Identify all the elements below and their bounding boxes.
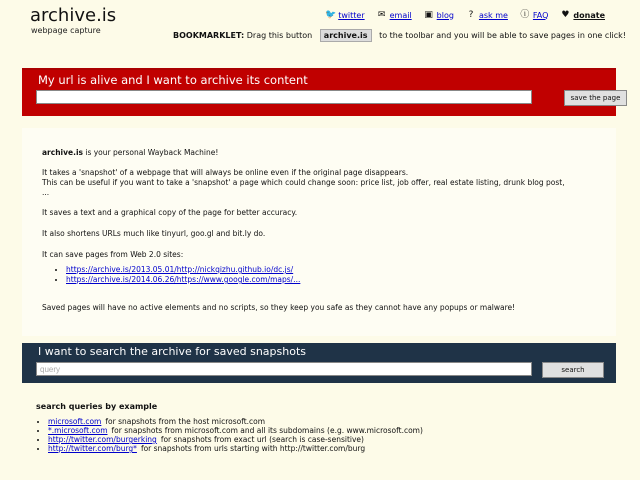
example-link-dcjs[interactable]: https://archive.is/2013.05.01/http://nickqizhu.github.io/dc.js/ bbox=[66, 265, 294, 274]
bookmarklet-bar bbox=[173, 29, 626, 42]
list-item bbox=[66, 265, 300, 275]
web20-links bbox=[66, 265, 300, 285]
question-icon: ? bbox=[468, 10, 474, 20]
top-nav bbox=[325, 10, 605, 20]
snapshot-paragraph-1: It takes a 'snapshot' of a webpage that will always be online even if the original page disappears. bbox=[42, 168, 409, 177]
save-heading: My url is alive and I want to archive its content bbox=[38, 73, 308, 87]
shorten-paragraph: It also shortens URLs much like tinyurl, goo.gl and bit.ly do. bbox=[42, 229, 266, 238]
example-query-desc: for snapshots from microsoft.com and all its subdomains (e.g. www.microsoft.com) bbox=[111, 426, 423, 435]
bookmarklet-text-after: to the toolbar and you will be able to save pages in one click! bbox=[379, 31, 626, 40]
nav-item-donate[interactable] bbox=[560, 10, 605, 20]
example-query-link[interactable]: http://twitter.com/burg* bbox=[48, 444, 137, 453]
list-item bbox=[48, 417, 423, 426]
nav-item-email[interactable] bbox=[377, 10, 412, 20]
bookmarklet-prefix: BOOKMARKLET: bbox=[173, 31, 245, 40]
examples-title: search queries by example bbox=[36, 402, 158, 411]
about-content bbox=[22, 128, 616, 336]
snapshot-paragraph-3: ... bbox=[42, 188, 50, 197]
email-icon: ✉ bbox=[377, 10, 386, 20]
web20-paragraph: It can save pages from Web 2.0 sites: bbox=[42, 250, 184, 259]
intro-text: is your personal Wayback Machine! bbox=[82, 148, 219, 157]
example-query-desc: for snapshots from exact url (search is case-sensitive) bbox=[160, 435, 364, 444]
info-icon: ⓘ bbox=[520, 10, 530, 20]
example-query-link[interactable]: http://twitter.com/burgerking bbox=[48, 435, 157, 444]
nav-item-twitter[interactable] bbox=[325, 10, 364, 20]
nav-link-donate[interactable]: donate bbox=[573, 10, 605, 20]
example-query-link[interactable]: *.microsoft.com bbox=[48, 426, 108, 435]
nav-link-ask-me[interactable]: ask me bbox=[478, 10, 508, 20]
site-subtitle: webpage capture bbox=[31, 26, 101, 35]
search-button[interactable]: search bbox=[542, 362, 604, 378]
intro-paragraph bbox=[42, 148, 602, 158]
list-item bbox=[48, 435, 423, 444]
nav-item-ask-me[interactable] bbox=[466, 10, 508, 20]
search-panel bbox=[22, 343, 616, 383]
example-query-desc: for snapshots from urls starting with http://twitter.com/burg bbox=[140, 444, 366, 453]
site-logo[interactable] bbox=[30, 6, 116, 35]
nav-item-blog[interactable] bbox=[424, 10, 454, 20]
example-query-link[interactable]: microsoft.com bbox=[48, 417, 102, 426]
example-query-desc: for snapshots from the host microsoft.com bbox=[105, 417, 266, 426]
save-panel bbox=[22, 68, 621, 116]
site-title: archive.is bbox=[30, 5, 117, 26]
nav-link-twitter[interactable]: twitter bbox=[338, 10, 365, 20]
bookmarklet-button[interactable]: archive.is bbox=[320, 29, 372, 42]
snapshot-paragraph-2: This can be useful if you want to take a 'snapshot' a page which could change soon: price list, job offer, real estate listing, drunk blog post, bbox=[42, 178, 565, 187]
nav-link-blog[interactable]: blog bbox=[436, 10, 454, 20]
list-item bbox=[48, 444, 423, 453]
search-input[interactable] bbox=[36, 362, 532, 376]
search-heading: I want to search the archive for saved snapshots bbox=[38, 345, 307, 358]
intro-brand: archive.is bbox=[42, 148, 83, 157]
list-item bbox=[66, 275, 300, 285]
list-item bbox=[48, 426, 423, 435]
copy-paragraph: It saves a text and a graphical copy of the page for better accuracy. bbox=[42, 208, 298, 217]
nav-link-faq[interactable]: FAQ bbox=[532, 10, 549, 20]
bookmarklet-text-before: Drag this button bbox=[246, 31, 313, 40]
donate-icon: ♥ bbox=[561, 10, 570, 20]
safety-paragraph: Saved pages will have no active elements and no scripts, so they keep you safe as they cannot have any popups or malware! bbox=[42, 303, 516, 312]
blog-icon: ▣ bbox=[424, 10, 433, 20]
twitter-icon: 🐦 bbox=[325, 10, 337, 20]
nav-item-faq[interactable] bbox=[520, 10, 549, 20]
example-link-google-maps[interactable]: https://archive.is/2014.06.26/https://www.google.com/maps/... bbox=[66, 275, 301, 284]
nav-link-email[interactable]: email bbox=[389, 10, 412, 20]
url-input[interactable] bbox=[36, 90, 532, 104]
save-page-button[interactable]: save the page bbox=[564, 90, 627, 106]
examples-list bbox=[36, 417, 423, 453]
